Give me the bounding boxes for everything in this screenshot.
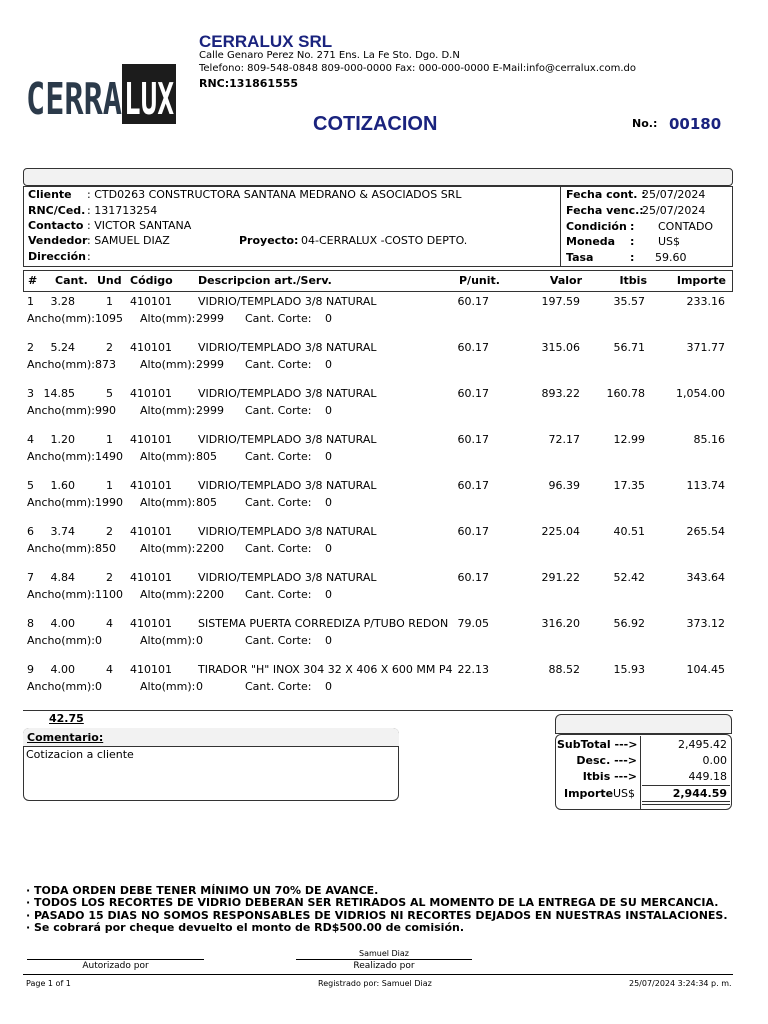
row-cut-count: 0 — [325, 542, 332, 555]
row-width-label: Ancho(mm): — [27, 358, 95, 371]
col-codigo: Código — [130, 274, 173, 287]
row-description: VIDRIO/TEMPLADO 3/8 NATURAL — [198, 295, 377, 308]
row-quantity: 5.24 — [50, 341, 75, 354]
footer-page: Page 1 of 1 — [26, 979, 71, 988]
row-height: 2999 — [196, 312, 224, 325]
contacto-label: Contacto — [28, 219, 84, 232]
tasa-colon: : — [630, 251, 635, 264]
authorized-label: Autorizado por — [82, 961, 149, 971]
fecha-venc-value: 25/07/2024 — [642, 204, 706, 217]
row-height-label: Alto(mm): — [140, 542, 196, 555]
row-importe: 113.74 — [686, 479, 725, 492]
row-width-label: Ancho(mm): — [27, 634, 95, 647]
fecha-cont-label: Fecha cont. : — [566, 188, 646, 201]
row-cut-label: Cant. Corte: — [245, 404, 312, 417]
row-number: 4 — [27, 433, 34, 446]
row-width: 0 — [95, 634, 102, 647]
condicion-colon: : — [630, 220, 635, 233]
info-divider — [560, 186, 561, 267]
row-importe: 104.45 — [686, 663, 725, 676]
row-cut-count: 0 — [325, 588, 332, 601]
row-cut-count: 0 — [325, 312, 332, 325]
row-unit: 1 — [106, 433, 113, 446]
note-2: · TODOS LOS RECORTES DE VIDRIO DEBERAN SER RETIRADOS AL MOMENTO DE LA ENTREGA DE SU MERCANCIA. — [26, 896, 719, 909]
row-description: VIDRIO/TEMPLADO 3/8 NATURAL — [198, 525, 377, 538]
row-code: 410101 — [130, 571, 172, 584]
row-description: VIDRIO/TEMPLADO 3/8 NATURAL — [198, 433, 377, 446]
company-contact: Telefono: 809-548-0848 809-000-0000 Fax: 000-000-0000 E-Mail:info@cerralux.com.do — [199, 63, 637, 74]
authorized-signature-line — [27, 959, 204, 960]
row-code: 410101 — [130, 295, 172, 308]
row-quantity: 3.74 — [50, 525, 75, 538]
note-1: · TODA ORDEN DEBE TENER MÍNIMO UN 70% DE AVANCE. — [26, 884, 379, 897]
row-width-label: Ancho(mm): — [27, 588, 95, 601]
row-width: 1490 — [95, 450, 123, 463]
row-height: 805 — [196, 450, 217, 463]
row-value: 96.39 — [548, 479, 580, 492]
row-unit: 2 — [106, 571, 113, 584]
comment-label: Comentario: — [27, 731, 104, 744]
col-cant: Cant. — [55, 274, 88, 287]
row-description: VIDRIO/TEMPLADO 3/8 NATURAL — [198, 387, 377, 400]
moneda-value: US$ — [658, 235, 681, 248]
row-itbis: 40.51 — [613, 525, 645, 538]
proyecto-value: 04-CERRALUX -COSTO DEPTO. — [301, 234, 468, 247]
row-value: 893.22 — [541, 387, 580, 400]
row-value: 316.20 — [541, 617, 580, 630]
document-title: COTIZACION — [313, 113, 438, 135]
row-value: 197.59 — [541, 295, 580, 308]
condicion-value: CONTADO — [658, 220, 714, 233]
row-width-label: Ancho(mm): — [27, 404, 95, 417]
comment-text: Cotizacion a cliente — [26, 748, 134, 761]
row-height-label: Alto(mm): — [140, 496, 196, 509]
totals-divider — [640, 736, 641, 809]
row-number: 1 — [27, 295, 34, 308]
vendedor-value: : SAMUEL DIAZ — [87, 234, 170, 247]
row-height: 2999 — [196, 358, 224, 371]
row-value: 72.17 — [548, 433, 580, 446]
cliente-value: : CTD0263 CONSTRUCTORA SANTANA MEDRANO & ASOCIADOS SRL — [87, 188, 462, 201]
row-value: 88.52 — [548, 663, 580, 676]
row-number: 9 — [27, 663, 34, 676]
row-cut-count: 0 — [325, 404, 332, 417]
discount-value: 0.00 — [702, 754, 727, 767]
row-number: 3 — [27, 387, 34, 400]
row-cut-label: Cant. Corte: — [245, 312, 312, 325]
footer-line — [23, 974, 733, 975]
condicion-label: Condición — [566, 220, 627, 233]
row-unit-price: 22.13 — [457, 663, 489, 676]
row-cut-count: 0 — [325, 450, 332, 463]
row-unit-price: 60.17 — [457, 571, 489, 584]
row-height-label: Alto(mm): — [140, 312, 196, 325]
row-cut-label: Cant. Corte: — [245, 496, 312, 509]
row-unit-price: 60.17 — [457, 525, 489, 538]
row-cut-label: Cant. Corte: — [245, 358, 312, 371]
row-unit-price: 60.17 — [457, 387, 489, 400]
row-cut-label: Cant. Corte: — [245, 634, 312, 647]
note-4: · Se cobrará por cheque devuelto el monto de RD$500.00 de comisión. — [26, 921, 465, 934]
itbis-value: 449.18 — [688, 770, 727, 783]
note-3: · PASADO 15 DIAS NO SOMOS RESPONSABLES DE VIDRIOS NI RECORTES DEJADOS EN NUESTRAS INSTALACIONES. — [26, 909, 728, 922]
vendedor-label: Vendedor — [28, 234, 88, 247]
importe-underline-2 — [642, 804, 730, 805]
row-unit: 2 — [106, 525, 113, 538]
totals-header — [555, 714, 732, 734]
tasa-label: Tasa — [566, 251, 594, 264]
fecha-venc-label: Fecha venc.: — [566, 204, 644, 217]
svg-text:LUX: LUX — [124, 74, 174, 125]
table-bottom-line — [23, 710, 733, 711]
row-width-label: Ancho(mm): — [27, 450, 95, 463]
row-cut-label: Cant. Corte: — [245, 588, 312, 601]
row-width: 1100 — [95, 588, 123, 601]
svg-text:CERRA: CERRA — [26, 74, 122, 125]
row-itbis: 35.57 — [613, 295, 645, 308]
row-importe: 371.77 — [686, 341, 725, 354]
row-quantity: 1.60 — [50, 479, 75, 492]
row-quantity: 4.00 — [50, 663, 75, 676]
row-width: 0 — [95, 680, 102, 693]
importe-top-line — [642, 785, 730, 786]
document-number-label: No.: — [632, 117, 658, 130]
row-quantity: 14.85 — [43, 387, 75, 400]
row-cut-count: 0 — [325, 680, 332, 693]
company-name: CERRALUX SRL — [199, 32, 333, 51]
rnc-value: : 131713254 — [87, 204, 158, 217]
col-num: # — [28, 274, 38, 287]
moneda-label: Moneda — [566, 235, 616, 248]
row-description: VIDRIO/TEMPLADO 3/8 NATURAL — [198, 571, 377, 584]
row-value: 225.04 — [541, 525, 580, 538]
row-quantity: 4.84 — [50, 571, 75, 584]
row-number: 6 — [27, 525, 34, 538]
row-itbis: 15.93 — [613, 663, 645, 676]
row-quantity: 1.20 — [50, 433, 75, 446]
made-by-signature-line — [296, 959, 472, 960]
col-desc: Descripcion art./Serv. — [198, 274, 332, 287]
row-code: 410101 — [130, 479, 172, 492]
row-number: 7 — [27, 571, 34, 584]
row-height: 2200 — [196, 588, 224, 601]
col-punit: P/unit. — [459, 274, 500, 287]
importe-underline-1 — [642, 801, 730, 802]
row-description: VIDRIO/TEMPLADO 3/8 NATURAL — [198, 479, 377, 492]
row-importe: 85.16 — [693, 433, 725, 446]
document-number: 00180 — [669, 115, 722, 133]
footer-registered: Registrado por: Samuel Diaz — [318, 979, 432, 988]
rnc-label: RNC/Ced. — [28, 204, 86, 217]
row-unit: 2 — [106, 341, 113, 354]
row-unit: 5 — [106, 387, 113, 400]
row-unit-price: 60.17 — [457, 295, 489, 308]
row-number: 5 — [27, 479, 34, 492]
row-importe: 373.12 — [686, 617, 725, 630]
discount-label: Desc. ---> — [576, 754, 637, 767]
row-value: 315.06 — [541, 341, 580, 354]
row-unit-price: 60.17 — [457, 479, 489, 492]
row-itbis: 17.35 — [613, 479, 645, 492]
row-width: 1990 — [95, 496, 123, 509]
row-itbis: 160.78 — [606, 387, 645, 400]
row-unit: 4 — [106, 617, 113, 630]
fecha-cont-value: 25/07/2024 — [642, 188, 706, 201]
row-width: 850 — [95, 542, 116, 555]
row-height: 0 — [196, 680, 203, 693]
row-description: SISTEMA PUERTA CORREDIZA P/TUBO REDON — [198, 617, 449, 630]
row-height-label: Alto(mm): — [140, 680, 196, 693]
row-unit-price: 60.17 — [457, 341, 489, 354]
row-cut-count: 0 — [325, 358, 332, 371]
row-unit: 1 — [106, 479, 113, 492]
row-code: 410101 — [130, 341, 172, 354]
row-code: 410101 — [130, 663, 172, 676]
row-cut-count: 0 — [325, 634, 332, 647]
company-logo — [24, 62, 176, 126]
importe-label: Importe — [564, 787, 614, 800]
row-code: 410101 — [130, 617, 172, 630]
row-cut-label: Cant. Corte: — [245, 450, 312, 463]
total-quantity: 42.75 — [49, 712, 84, 725]
row-height-label: Alto(mm): — [140, 588, 196, 601]
row-width-label: Ancho(mm): — [27, 496, 95, 509]
row-height-label: Alto(mm): — [140, 450, 196, 463]
proyecto-label: Proyecto: — [239, 234, 299, 247]
row-itbis: 12.99 — [613, 433, 645, 446]
made-by-name: Samuel Diaz — [358, 949, 409, 958]
contacto-value: : VICTOR SANTANA — [87, 219, 192, 232]
row-height: 2999 — [196, 404, 224, 417]
col-itbis: Itbis — [619, 274, 647, 287]
row-width-label: Ancho(mm): — [27, 312, 95, 325]
row-itbis: 56.92 — [613, 617, 645, 630]
row-unit: 1 — [106, 295, 113, 308]
row-description: TIRADOR "H" INOX 304 32 X 406 X 600 MM P4 — [198, 663, 453, 676]
row-importe: 1,054.00 — [676, 387, 725, 400]
direccion-label: Dirección — [28, 250, 86, 263]
row-value: 291.22 — [541, 571, 580, 584]
row-width-label: Ancho(mm): — [27, 542, 95, 555]
subtotal-value: 2,495.42 — [678, 738, 727, 751]
company-rnc: RNC:131861555 — [199, 77, 299, 90]
row-height-label: Alto(mm): — [140, 404, 196, 417]
row-code: 410101 — [130, 525, 172, 538]
row-width: 1095 — [95, 312, 123, 325]
row-unit-price: 60.17 — [457, 433, 489, 446]
row-height-label: Alto(mm): — [140, 358, 196, 371]
row-width-label: Ancho(mm): — [27, 680, 95, 693]
row-number: 2 — [27, 341, 34, 354]
row-height-label: Alto(mm): — [140, 634, 196, 647]
subtotal-label: SubTotal ---> — [557, 738, 638, 751]
col-valor: Valor — [549, 274, 582, 287]
row-importe: 233.16 — [686, 295, 725, 308]
row-itbis: 52.42 — [613, 571, 645, 584]
row-quantity: 3.28 — [50, 295, 75, 308]
row-cut-label: Cant. Corte: — [245, 542, 312, 555]
footer-timestamp: 25/07/2024 3:24:34 p. m. — [629, 979, 732, 988]
row-importe: 343.64 — [686, 571, 725, 584]
row-height: 2200 — [196, 542, 224, 555]
row-number: 8 — [27, 617, 34, 630]
row-code: 410101 — [130, 387, 172, 400]
company-address: Calle Genaro Perez No. 271 Ens. La Fe Sto. Dgo. D.N — [199, 50, 460, 61]
row-description: VIDRIO/TEMPLADO 3/8 NATURAL — [198, 341, 377, 354]
row-unit-price: 79.05 — [457, 617, 489, 630]
row-height: 0 — [196, 634, 203, 647]
row-width: 990 — [95, 404, 116, 417]
col-importe: Importe — [676, 274, 726, 287]
row-height: 805 — [196, 496, 217, 509]
col-und: Und — [97, 274, 122, 287]
row-code: 410101 — [130, 433, 172, 446]
row-itbis: 56.71 — [613, 341, 645, 354]
importe-currency: US$ — [613, 787, 636, 800]
cliente-label: Cliente — [28, 188, 72, 201]
direccion-value: : — [87, 250, 91, 263]
itbis-label: Itbis ---> — [582, 770, 637, 783]
made-by-label: Realizado por — [353, 961, 415, 971]
row-importe: 265.54 — [686, 525, 725, 538]
moneda-colon: : — [630, 235, 635, 248]
importe-value: 2,944.59 — [672, 787, 727, 800]
row-quantity: 4.00 — [50, 617, 75, 630]
tasa-value: 59.60 — [655, 251, 687, 264]
row-cut-count: 0 — [325, 496, 332, 509]
row-unit: 4 — [106, 663, 113, 676]
row-width: 873 — [95, 358, 116, 371]
row-cut-label: Cant. Corte: — [245, 680, 312, 693]
header-band — [23, 168, 733, 186]
